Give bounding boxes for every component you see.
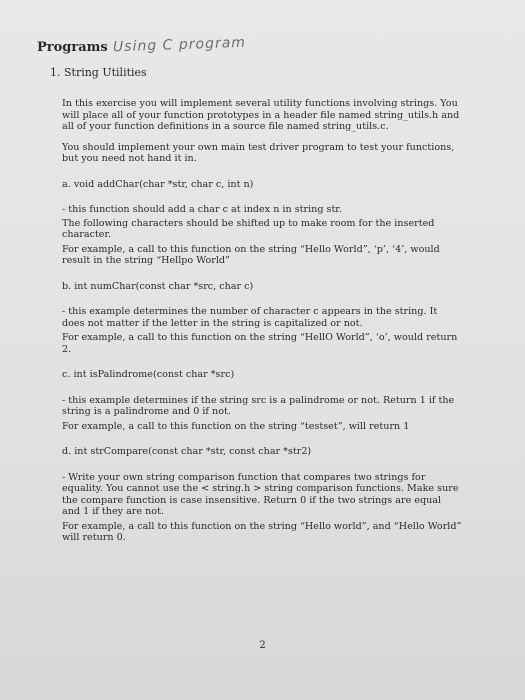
- function-b-signature: b. int numChar(const char *src, char c): [62, 280, 254, 292]
- function-a-desc-1: - this function should add a char c at index n in string str.: [62, 204, 342, 215]
- handwritten-note: Using C program: [112, 34, 247, 56]
- page-header-title: Programs: [37, 40, 108, 55]
- function-d-signature: d. int strCompare(const char *str, const char *str2): [62, 446, 312, 457]
- function-a-desc-2: The following characters should be shifted up to make room for the inserted character.: [62, 217, 435, 240]
- function-b-example: For example, a call to this function on the string “HellO World”, ‘o’, would return 2.: [62, 332, 458, 355]
- function-c-example: For example, a call to this function on the string “testset”, will return 1: [62, 420, 410, 432]
- function-a-example: For example, a call to this function on the string “Hello World”, ‘p’, ‘4’, would result in the string “Hellpo World”: [62, 243, 440, 266]
- function-a-signature: a. void addChar(char *str, char c, int n): [62, 178, 254, 190]
- function-b-desc: - this example determines the number of character c appears in the string. It does not matter if the letter in the string is capitalized or not.: [62, 306, 438, 329]
- function-d-desc: - Write your own string comparison function that compares two strings for equality. You cannot use the < string.h > string comparison functions. Make sure the compare function is case insensitive. Return 0 if the two strings are equal and 1 if they are not.: [62, 471, 459, 517]
- function-c-desc: - this example determines if the string src is a palindrome or not. Return 1 if the string is a palindrome and 0 if not.: [62, 394, 455, 417]
- function-c-signature: c. int isPalindrome(const char *src): [62, 369, 235, 380]
- intro-paragraph-2: You should implement your own main test driver program to test your functions, but you need not hand it in.: [62, 141, 455, 164]
- function-d-example: For example, a call to this function on the string “Hello world”, and “Hello World” will return 0.: [62, 520, 462, 543]
- section-title: 1. String Utilities: [50, 66, 147, 79]
- page-number: 2: [259, 640, 266, 651]
- document-body: [62, 98, 462, 553]
- intro-paragraph-1: In this exercise you will implement several utility functions involving strings. You will place all of your function prototypes in a header file named string_utils.h and all of your function definitions in a source file named string_utils.c.: [62, 98, 460, 132]
